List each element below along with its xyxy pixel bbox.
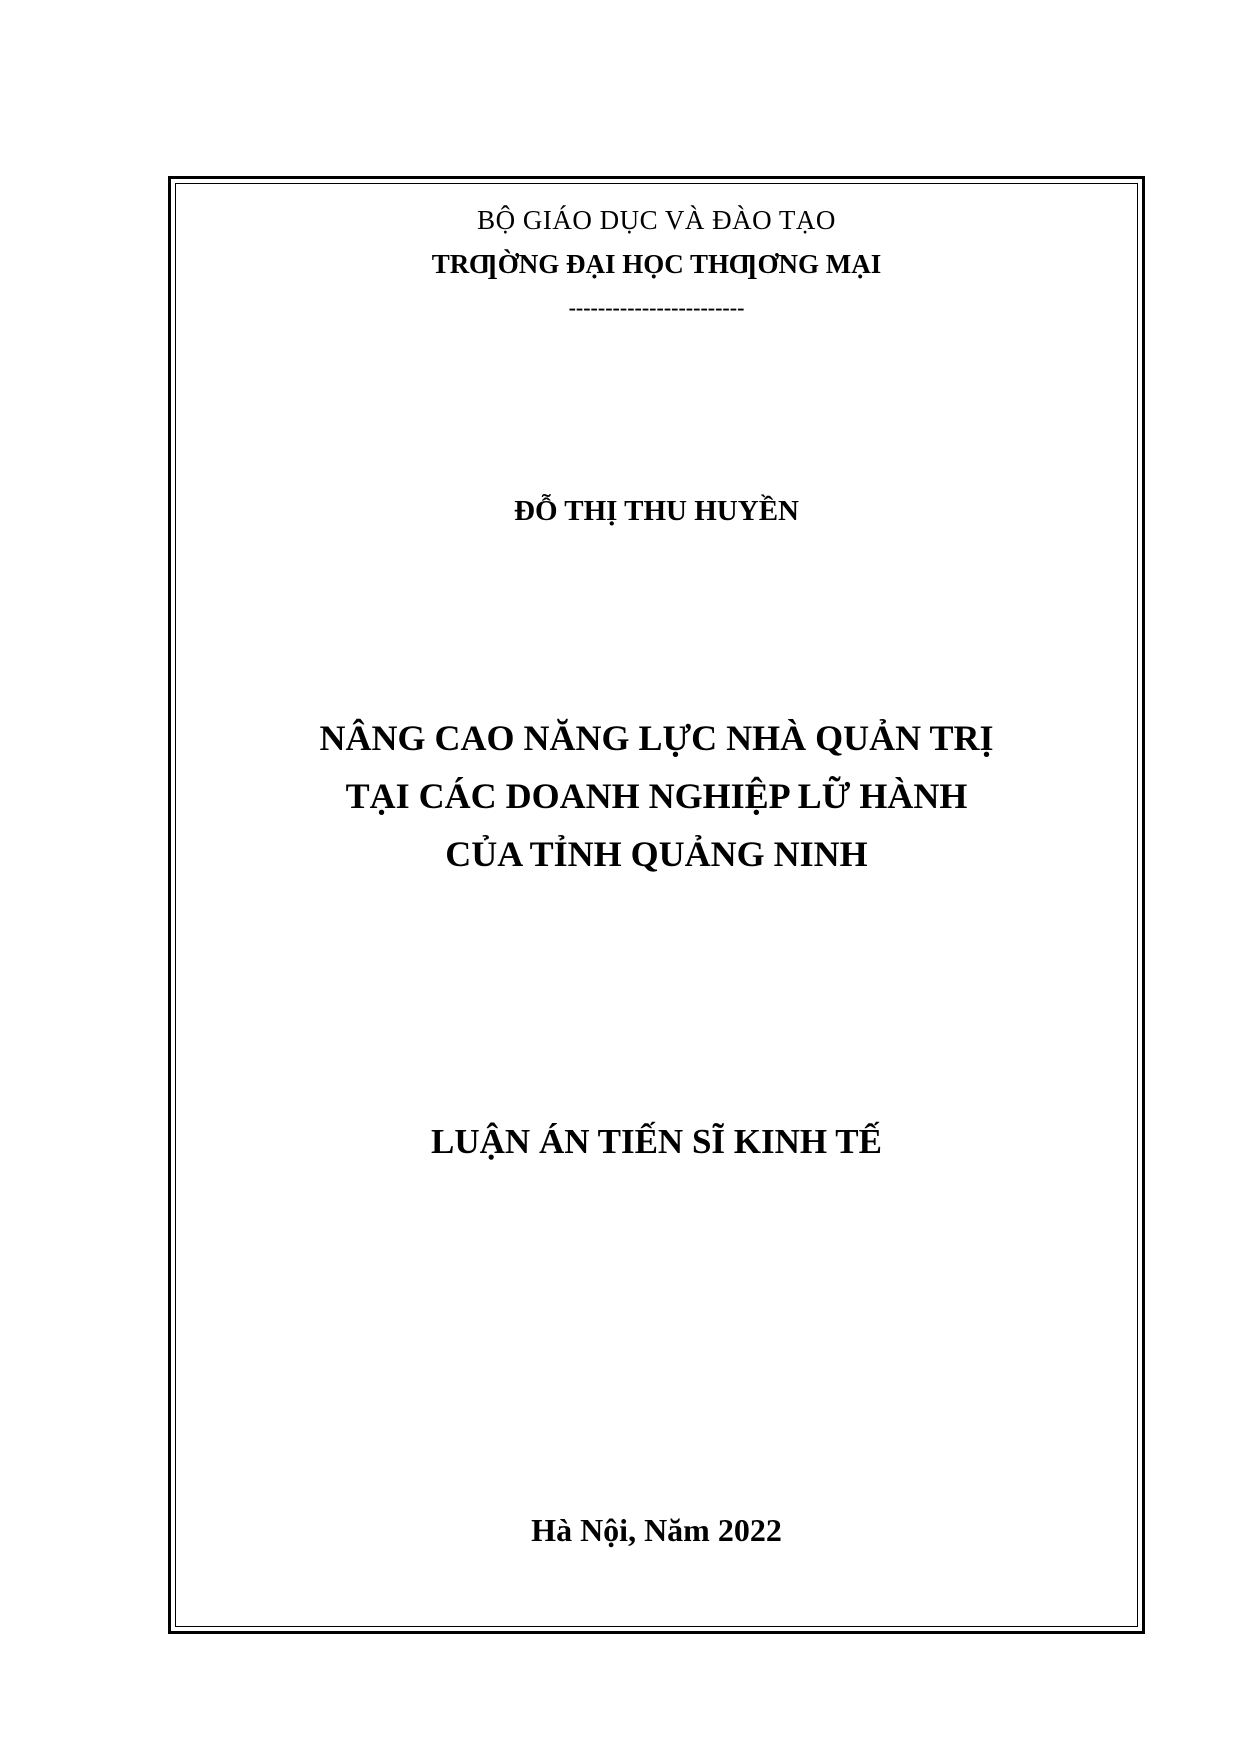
ministry-name: BỘ GIÁO DỤC VÀ ĐÀO TẠO: [477, 205, 836, 235]
university-name: TRƢỜNG ĐẠI HỌC THƢƠNG MẠI: [431, 249, 882, 279]
cover-border-inner: [175, 183, 1138, 1627]
degree-type: LUẬN ÁN TIẾN SĨ KINH TẾ: [431, 1122, 882, 1161]
thesis-title-line-2: TẠI CÁC DOANH NGHIỆP LỮ HÀNH: [345, 776, 968, 816]
header-divider: ------------------------: [568, 295, 745, 320]
place-and-year: Hà Nội, Năm 2022: [531, 1512, 782, 1548]
author-name: ĐỖ THỊ THU HUYỀN: [514, 495, 799, 527]
thesis-title-line-3: CỦA TỈNH QUẢNG NINH: [445, 834, 868, 874]
thesis-title-line-1: NÂNG CAO NĂNG LỰC NHÀ QUẢN TRỊ: [319, 718, 994, 758]
